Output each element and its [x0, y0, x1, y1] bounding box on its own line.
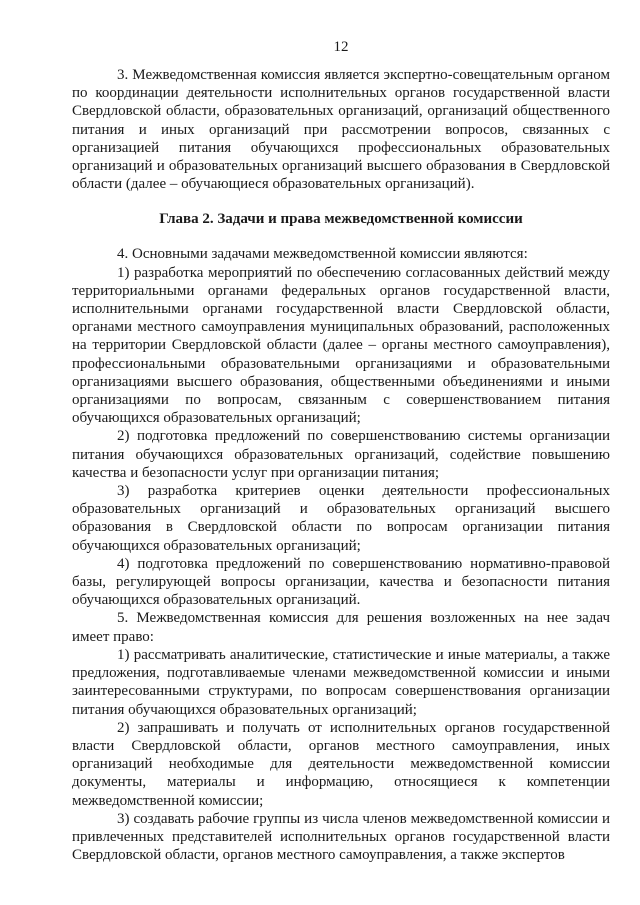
right-item: 1) рассматривать аналитические, статистические и иные материалы, а также предложения, подготавливаемые членами межведомственной комиссии и иными заинтересованными структурами, по вопросам совершенствования организации питания обучающихся образовательных организаций; — [72, 646, 610, 718]
page-number: 12 — [333, 39, 349, 55]
task-item: 1) разработка мероприятий по обеспечению согласованных действий между территориальными органами федеральных органов государственной власти, исполнительными органами государственной власти Свердловской области, органами местного самоуправления муниципальных образований, расположенных на территории Свердловской области (далее – органы местного самоуправления), профессиональными образовательными организациями и образовательными организациями высшего образования, общественными объединениями и иными организациями по вопросам, связанным с совершенствованием питания обучающихся образовательных организаций; — [72, 264, 610, 427]
document-page — [72, 38, 610, 864]
task-item: 2) подготовка предложений по совершенствованию системы организации питания обучающихся образовательных организаций, содействие повышению качества и безопасности услуг при организации питания; — [72, 428, 610, 481]
chapter-heading: Глава 2. Задачи и права межведомственной комиссии — [159, 211, 523, 228]
right-item: 2) запрашивать и получать от исполнительных органов государственной власти Свердловской области, органов местного самоуправления, иных организаций необходимые для деятельности межведомственной комиссии документы, материалы и информацию, относящиеся к компетенции межведомственной комиссии; — [72, 719, 610, 809]
task-item: 4) подготовка предложений по совершенствованию нормативно-правовой базы, регулирующей вопросы организации, качества и безопасности питания обучающихся образовательных организаций. — [72, 555, 610, 609]
task-item: 3) разработка критериев оценки деятельности профессиональных образовательных организаций и образовательных организаций высшего образования в Свердловской области по вопросам организации питания обучающихся образовательных организаций; — [72, 483, 610, 554]
paragraph-5-rights-intro: 5. Межведомственная комиссия для решения возложенных на нее задач имеет право: — [72, 610, 610, 645]
right-item: 3) создавать рабочие группы из числа членов межведомственной комиссии и привлеченных представителей исполнительных органов государственной власти Свердловской области, органов местного самоуправления, а также экспертов — [72, 810, 610, 864]
paragraph-3-commission-status: 3. Межведомственная комиссия является экспертно-совещательным органом по координации деятельности исполнительных органов государственной власти Свердловской области, образовательных организаций, организаций общественного питания и иных организаций при рассмотрении вопросов, связанных с организацией питания обучающихся профессиональных образовательных организаций и образовательных организаций высшего образования в Свердловской области (далее – обучающиеся образовательных организаций). — [72, 67, 610, 193]
paragraph-4-tasks-intro: 4. Основными задачами межведомственной комиссии являются: — [117, 246, 528, 263]
